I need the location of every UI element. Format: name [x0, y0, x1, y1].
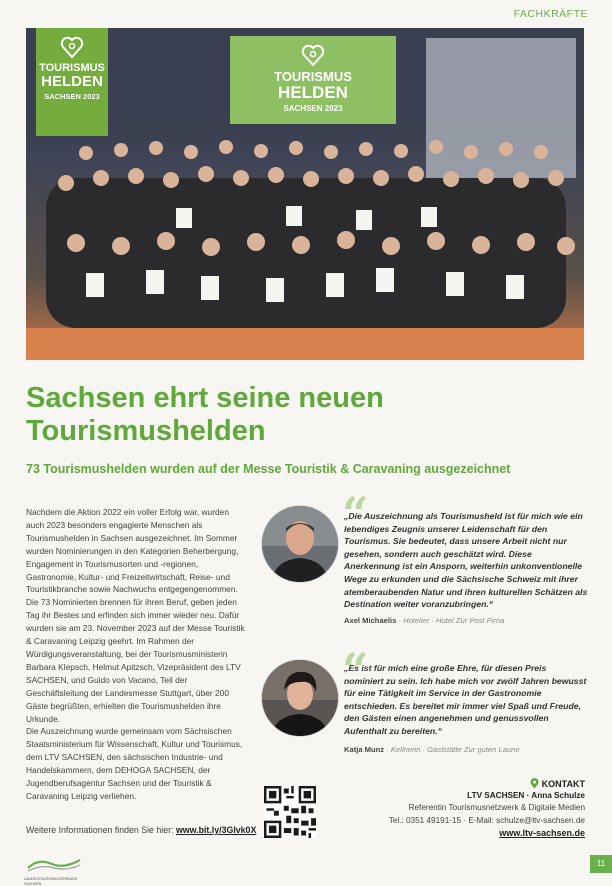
- more-info-label: Weitere Informationen finden Sie hier:: [26, 825, 176, 835]
- hero-photo: [26, 28, 584, 360]
- tourismus-helden-logo: [36, 28, 108, 136]
- stage-banner: [230, 36, 396, 124]
- logo-line-2: HELDEN: [41, 73, 103, 90]
- contact-phone-email: Tel.: 0351 49191-15 · E-Mail: schulze@ltv-sachsen.de: [388, 815, 585, 825]
- map-pin-icon: [530, 778, 539, 789]
- logo-line-3: SACHSEN 2023: [44, 92, 100, 101]
- quote-text: „Die Auszeichnung als Tourismusheld ist für mich wie ein lebendiges Zeugnis unserer Leidenschaft für den Tourismus. Sie bedeutet, dass unsere Arbeit nicht nur gesehen, sondern auch geschätzt wird. Diese Anerkennung ist ein Ansporn, weiterhin unkonventionelle Wege zu erkunden und die Sächsische Schweiz mit ihrer atemberaubenden Natur und ihren kulturellen Schätzen als Destination weiter voranzubringen.“: [344, 511, 588, 610]
- quote-mark-icon: “: [342, 487, 369, 541]
- body-paragraph: Die Auszeichnung wurde gemeinsam vom Sächsischen Staatsministerium für Wissenschaft, Kultur und Tourismus, dem LTV SACHSEN, den sächsischen Industrie- und Handelskammern, dem DEHOGA SACHSEN, der Jugendberufsagentur Sachsen und der Touristik & Caravaning Leipzig verliehen.: [26, 726, 243, 801]
- qr-code-icon[interactable]: [264, 786, 316, 838]
- contact-block: [389, 778, 585, 839]
- quote-text: „Es ist für mich eine große Ehre, für diesen Preis nominiert zu sein. Ich habe mich vor zwölf Jahren bewusst für eine Tätigkeit im Service in der Gastronomie entschieden. Es bereitet mir immer viel Spaß und Freude, den Gästen einen angenehmen und genussvollen Aufenthalt zu bereiten.“: [344, 663, 587, 736]
- contact-heading: [389, 778, 585, 790]
- ltv-logo-icon: [24, 856, 84, 872]
- portrait-axel-michaelis: [262, 506, 338, 582]
- contact-url[interactable]: www.ltv-sachsen.de: [499, 827, 585, 838]
- banner-line-1: TOURISMUS: [274, 69, 352, 84]
- quote-author: [344, 745, 520, 754]
- author-name: Katja Munz: [344, 745, 385, 754]
- contact-org: LTV SACHSEN · Anna Schulze: [467, 791, 585, 801]
- logo-line-1: TOURISMUS: [39, 62, 105, 74]
- more-info-link[interactable]: www.bit.ly/3GIvk0X: [175, 825, 257, 835]
- author-name: Axel Michaelis: [344, 616, 397, 625]
- banner-line-3: SACHSEN 2023: [283, 104, 343, 113]
- article-headline: Sachsen ehrt seine neuen Tourismushelden: [26, 382, 384, 447]
- page-number: 11: [590, 855, 612, 873]
- article-subhead: 73 Tourismushelden wurden auf der Messe Touristik & Caravaning ausgezeichnet: [26, 462, 511, 476]
- heart-pin-icon: [299, 42, 327, 68]
- author-role: · Hotelier · Hotel Zur Post Pirna: [396, 616, 505, 625]
- footer-logo-text: LANDESTOURISMUSVERBAND SACHSEN: [24, 877, 78, 886]
- heart-pin-icon: [59, 34, 85, 60]
- more-info: [26, 825, 256, 835]
- contact-role: Referentin Tourismusnetzwerk & Digitale Medien: [408, 803, 585, 813]
- author-role: · Kellnerin · Gaststätte Zur guten Laune: [384, 745, 520, 754]
- portrait-katja-munz: [262, 660, 338, 736]
- quote-mark-icon: “: [342, 643, 369, 697]
- banner-line-2: HELDEN: [278, 83, 348, 102]
- footer-logo: [24, 856, 84, 886]
- section-label: FACHKRÄFTE: [513, 8, 588, 20]
- quote-author: [344, 616, 504, 625]
- article-body: [26, 506, 248, 803]
- contact-heading-text: KONTAKT: [541, 779, 585, 789]
- body-paragraph: Nachdem die Aktion 2022 ein voller Erfolg war, wurden auch 2023 besonders engagierte Menschen als Tourismushelden in Sachsen ausgezeichnet. Im Sommer wurden Nominierungen in den Kategorien Beherbergung, Engagement in Tourismusorten und -regionen, Gastronomie, Kultur- und Freizeitwirtschaft, Reise- und Touristikbranche sowie Nachwuchs entgegengenommen. Die 73 Nominierten brennen für ihren Beruf, geben jeden Tag ihr Bestes und erfinden sich immer wieder neu. Dafür wurden sie am 23. November 2023 auf der Messe Touristik & Caravaning Leipzig geehrt. Im Rahmen der Würdigungsveranstaltung, bei der Tourismusministerin Barbara Klepsch, Helmut Apitzsch, Vizepräsident des LTV SACHSEN, und Guido von Vacano, Teil der Geschäftsleitung der Landesmesse Stuttgart, über 200 Gäste begrüßten, erhielten die Tourismushelden ihre Urkunde.: [26, 507, 245, 724]
